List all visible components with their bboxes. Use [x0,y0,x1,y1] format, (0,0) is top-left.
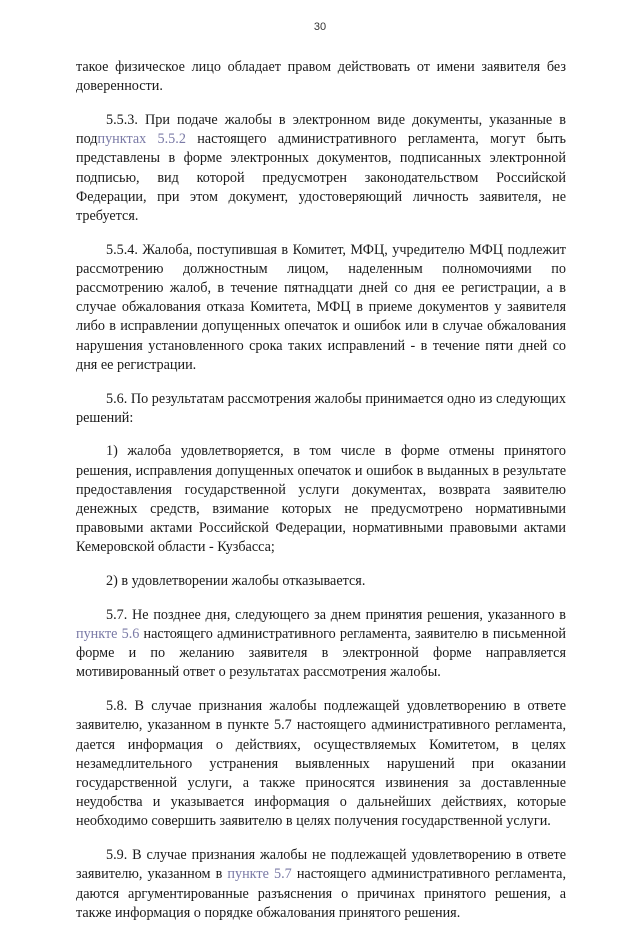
paragraph-5-6: 5.6. По результатам рассмотрения жалобы принимается одно из следующих решений: [76,390,566,426]
document-body [76,58,566,937]
cross-reference-link[interactable]: пункте 5.6 [76,626,140,643]
page-number: 30 [313,21,327,33]
cross-reference-link[interactable]: пункте 5.7 [227,866,292,883]
paragraph-5-5-4: 5.5.4. Жалоба, поступившая в Комитет, МФЦ, учредителю МФЦ подлежит рассмотрению должностным лицом, наделенным полномочиями по рассмотрению жалоб, в течение пятнадцати дней со дня ее регистрации, а в случае обжалования отказа Комитета, МФЦ в приеме документов у заявителя либо в исправлении допущенных опечаток и ошибок или в случае обжалования нарушения установленного срока таких исправлений - в течение пяти дней со дня ее регистрации. [76,241,566,373]
paragraph-text: 5.9. В случае признания жалобы не подлежащей удовлетворению в ответе заявителю, указанном в [76,847,566,883]
paragraph-text: 5.7. Не позднее дня, следующего за днем принятия решения, указанного в [106,606,566,623]
paragraph-text: 5.5.3. При подаче жалобы в электронном виде документы, указанные в под [76,111,566,148]
paragraph-5-8: 5.8. В случае признания жалобы подлежащей удовлетворению в ответе заявителю, указанном в пункте 5.7 настоящего административного регламента, дается информация о действиях, осуществляемых Комитетом, в целях незамедлительного устранения выявленных нарушений при оказании государственной услуги, а также приносятся извинения за доставленные неудобства и указывается информация о дальнейших действиях, которые необходимо совершить заявителю в целях получения государственной услуги. [76,698,566,830]
paragraph-5-7 [76,606,566,683]
paragraph-text: настоящего административного регламента, заявителю в письменной форме и по желанию заявителя в электронной форме направляется мотивированный ответ о результатах рассмотрения жалобы. [76,626,566,681]
paragraph-5-5-3 [76,111,566,226]
paragraph-continuation: такое физическое лицо обладает правом действовать от имени заявителя без доверенности. [76,59,566,95]
cross-reference-link[interactable]: пунктах 5.5.2 [97,131,186,148]
paragraph-5-9 [76,846,566,923]
paragraph-text: настоящего административного регламента, даются аргументированные разъяснения о причинах принятого решения, а также информация о порядке обжалования принятого решения. [76,866,567,921]
list-item-1: 1) жалоба удовлетворяется, в том числе в форме отмены принятого решения, исправления допущенных опечаток и ошибок в выданных в результате предоставления государственной услуги документах, возврата заявителю денежных средств, взимание которых не предусмотрено нормативными правовыми актами Российской Федерации, нормативными правовыми актами Кемеровской области - Кузбасса; [76,443,566,556]
paragraph-text: настоящего административного регламента, могут быть представлены в форме электронных документов, подписанных электронной подписью, вид которой предусмотрен законодательством Российской Федерации, при этом документ, удостоверяющий личность заявителя, не требуется. [76,131,566,224]
list-item-2: 2) в удовлетворении жалобы отказывается. [106,573,366,590]
